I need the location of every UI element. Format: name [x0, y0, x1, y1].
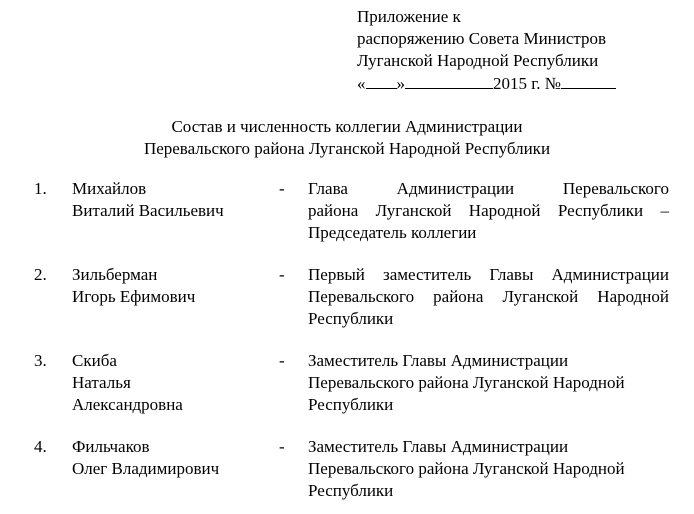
member-name	[72, 264, 272, 308]
member-role-line: Перевальского района Луганской Народной	[308, 459, 625, 478]
member-surname: Зильберман	[72, 265, 158, 284]
member-name	[72, 350, 272, 416]
member-role-line: Первый заместитель Главы Администрации	[308, 265, 669, 284]
member-number: 2.	[34, 265, 47, 284]
quote-open: «	[357, 74, 366, 93]
member-name	[72, 436, 272, 480]
member-number: 4.	[34, 437, 47, 456]
member-name	[72, 178, 272, 222]
member-role-line: Перевальского района Луганской Народной	[308, 373, 625, 392]
appendix-header	[357, 6, 616, 95]
year-number-label: 2015 г. №	[493, 74, 562, 93]
member-dash: -	[279, 351, 285, 370]
quote-close: »	[396, 74, 405, 93]
member-role	[308, 350, 669, 416]
member-dash: -	[279, 265, 285, 284]
member-dash: -	[279, 437, 285, 456]
appendix-line-1: Приложение к	[357, 7, 461, 26]
member-role	[308, 178, 669, 244]
member-dash: -	[279, 179, 285, 198]
member-role	[308, 264, 669, 330]
member-number: 3.	[34, 351, 47, 370]
member-role-line: Республики	[308, 309, 394, 328]
member-surname: Фильчаков	[72, 437, 150, 456]
member-given-names: Олег Владимирович	[72, 459, 220, 478]
month-blank	[405, 72, 493, 89]
member-given-names: Игорь Ефимович	[72, 287, 196, 306]
document-title	[0, 116, 694, 160]
member-role-line: Глава Администрации Перевальского	[308, 179, 669, 198]
appendix-line-3: Луганской Народной Республики	[357, 51, 599, 70]
member-surname: Скиба	[72, 351, 117, 370]
member-role-line: Республики	[308, 395, 394, 414]
member-role-line: Заместитель Главы Администрации	[308, 437, 569, 456]
title-line-1: Состав и численность коллегии Администрации	[171, 117, 523, 136]
member-role-line: Заместитель Главы Администрации	[308, 351, 569, 370]
title-line-2: Перевальского района Луганской Народной Республики	[143, 139, 551, 158]
member-given-names: Наталья	[72, 373, 131, 392]
number-blank	[561, 72, 616, 89]
member-role-line: района Луганской Народной Республики –	[308, 201, 669, 220]
appendix-line-2: распоряжению Совета Министров	[357, 29, 607, 48]
appendix-date-number-line	[357, 72, 616, 95]
member-role-line: Перевальского района Луганской Народной	[308, 287, 669, 306]
member-number: 1.	[34, 179, 47, 198]
member-patronymic: Александровна	[72, 395, 183, 414]
member-surname: Михайлов	[72, 179, 147, 198]
member-given-names: Виталий Васильевич	[72, 201, 224, 220]
day-blank	[366, 72, 397, 89]
member-role-line: Республики	[308, 481, 394, 500]
member-role-line: Председатель коллегии	[308, 223, 477, 242]
member-role	[308, 436, 669, 502]
